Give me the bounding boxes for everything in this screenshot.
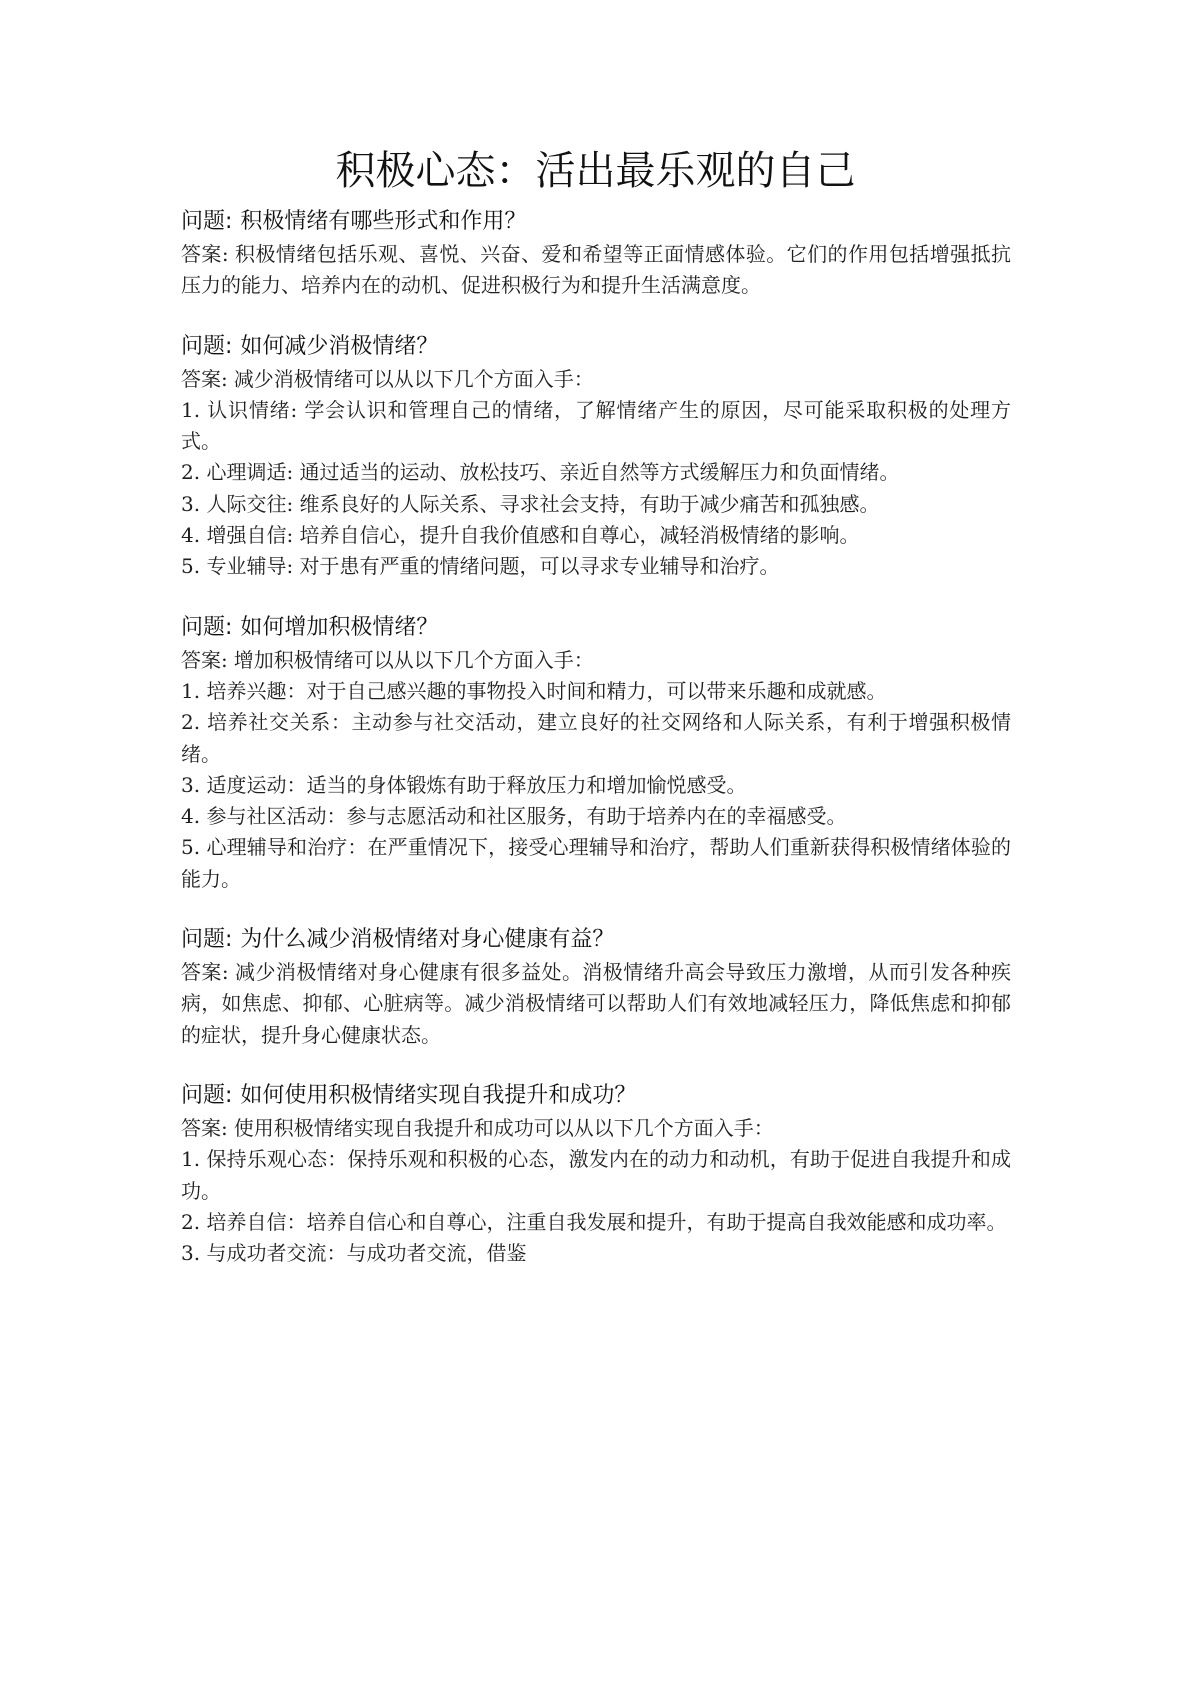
answer-paragraph (181, 957, 1011, 1051)
answer-text: 积极情绪包括乐观、喜悦、兴奋、爱和希望等正面情感体验。它们的作用包括增强抵抗压力的能力、培养内在的动机、促进积极行为和提升生活满意度。 (181, 242, 1011, 298)
answer-text: 减少消极情绪可以从以下几个方面入手： (233, 366, 594, 391)
question-heading (181, 1079, 1011, 1113)
question-heading (181, 205, 1011, 239)
answer-label: 答案: (181, 960, 229, 985)
question-label: 问题: (181, 614, 233, 640)
question-text: 如何增加积极情绪？ (240, 614, 439, 640)
qa-section (181, 330, 1011, 583)
question-label: 问题: (181, 333, 233, 359)
list-item: 4. 参与社区活动：参与志愿活动和社区服务，有助于培养内在的幸福感受。 (181, 804, 847, 829)
question-heading (181, 611, 1011, 645)
question-text: 积极情绪有哪些形式和作用？ (240, 209, 527, 234)
answer-text: 使用积极情绪实现自我提升和成功可以从以下几个方面入手： (233, 1115, 774, 1140)
answer-label: 答案: (181, 647, 228, 672)
answer-paragraph (181, 645, 1011, 676)
answer-label: 答案: (181, 366, 228, 391)
question-text: 如何使用积极情绪实现自我提升和成功？ (240, 1082, 637, 1108)
answer-paragraph (181, 239, 1011, 302)
page-title: 积极心态：活出最乐观的自己 (335, 148, 856, 194)
answer-text: 增加积极情绪可以从以下几个方面入手： (233, 647, 594, 672)
list-item: 1. 培养兴趣：对于自己感兴趣的事物投入时间和精力，可以带来乐趣和成就感。 (181, 678, 887, 703)
answer-paragraph (181, 364, 1011, 395)
answer-text: 减少消极情绪对身心健康有很多益处。消极情绪升高会导致压力激增，从而引发各种疾病，如焦虑、抑郁、心脏病等。减少消极情绪可以帮助人们有效地减轻压力，降低焦虑和抑郁的症状，提升身心健康状态。 (181, 960, 1011, 1047)
question-label: 问题: (181, 209, 233, 234)
question-label: 问题: (181, 927, 233, 953)
answer-label: 答案: (181, 1115, 228, 1140)
list-item: 4. 增强自信: 培养自信心，提升自我价值感和自尊心，减轻消极情绪的影响。 (181, 523, 860, 548)
list-item: 3. 人际交往: 维系良好的人际关系、寻求社会支持，有助于减少痛苦和孤独感。 (181, 491, 880, 516)
document-body (181, 205, 1011, 1297)
question-label: 问题: (181, 1082, 233, 1108)
list-item: 5. 心理辅导和治疗：在严重情况下，接受心理辅导和治疗，帮助人们重新获得积极情绪体验的能力。 (181, 835, 1011, 891)
question-heading (181, 923, 1011, 957)
answer-label: 答案: (181, 242, 229, 266)
question-text: 如何减少消极情绪？ (240, 333, 439, 359)
qa-section (181, 611, 1011, 895)
qa-section (181, 923, 1011, 1051)
qa-section (181, 1079, 1011, 1269)
question-text: 为什么减少消极情绪对身心健康有益？ (240, 927, 615, 953)
list-item: 2. 心理调适: 通过适当的运动、放松技巧、亲近自然等方式缓解压力和负面情绪。 (181, 460, 900, 485)
list-item: 5. 专业辅导: 对于患有严重的情绪问题，可以寻求专业辅导和治疗。 (181, 554, 780, 579)
qa-section (181, 205, 1011, 302)
question-heading (181, 330, 1011, 364)
list-item: 3. 适度运动：适当的身体锻炼有助于释放压力和增加愉悦感受。 (181, 772, 747, 797)
answer-paragraph (181, 1113, 1011, 1144)
list-item: 1. 认识情绪: 学会认识和管理自己的情绪，了解情绪产生的原因，尽可能采取积极的处理方式。 (181, 397, 1011, 454)
list-item: 2. 培养社交关系：主动参与社交活动，建立良好的社交网络和人际关系，有利于增强积极情绪。 (181, 710, 1011, 766)
list-item: 1. 保持乐观心态：保持乐观和积极的心态，激发内在的动力和动机，有助于促进自我提升和成功。 (181, 1147, 1011, 1203)
list-item: 2. 培养自信：培养自信心和自尊心，注重自我发展和提升，有助于提高自我效能感和成功率。 (181, 1209, 1007, 1234)
list-item: 3. 与成功者交流：与成功者交流，借鉴 (181, 1241, 527, 1266)
